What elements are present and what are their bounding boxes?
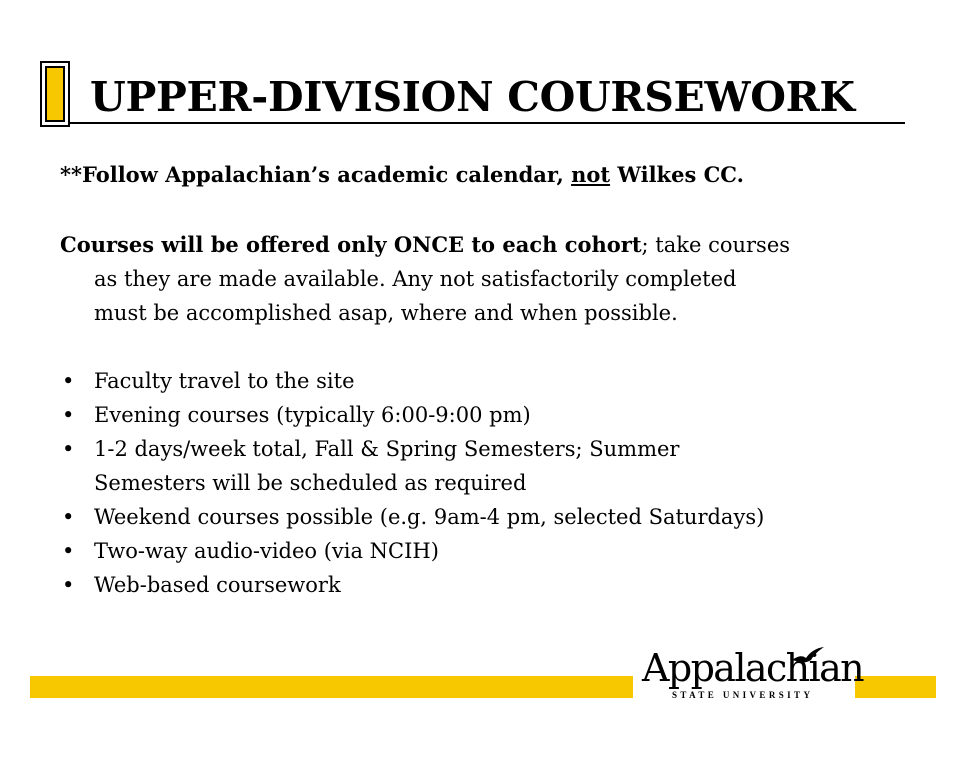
bullet-text: Faculty travel to the site <box>94 369 355 393</box>
paragraph-line-1 <box>60 228 910 262</box>
logo-subtext: STATE UNIVERSITY <box>672 690 814 700</box>
bullet-text: Evening courses (typically 6:00-9:00 pm) <box>94 403 531 427</box>
note-emphasis: not <box>571 162 611 187</box>
title-ornament <box>40 61 70 127</box>
bullet-text: Two-way audio-video (via NCIH) <box>94 539 439 563</box>
bullet-item <box>60 398 764 432</box>
cohort-paragraph <box>60 228 910 330</box>
bullet-dot-icon: • <box>62 539 75 563</box>
paragraph-line-2: as they are made available. Any not satisfactorily completed <box>94 267 737 291</box>
bullet-item <box>60 568 764 602</box>
note-suffix: Wilkes CC. <box>610 162 744 187</box>
bullet-list <box>60 364 764 602</box>
footer-bar-right <box>855 676 936 698</box>
appalachian-logo <box>642 646 863 706</box>
bullet-text: 1-2 days/week total, Fall & Spring Semesters; Summer <box>94 437 680 461</box>
calendar-note <box>60 160 744 190</box>
bullet-item <box>60 534 764 568</box>
bullet-item <box>60 364 764 398</box>
bullet-text: Web-based coursework <box>94 573 341 597</box>
slide-title: UPPER-DIVISION COURSEWORK <box>90 73 855 121</box>
bullet-text-continued: Semesters will be scheduled as required <box>94 471 527 495</box>
logo-wordmark: Appalachian <box>642 646 863 690</box>
bullet-dot-icon: • <box>62 505 75 529</box>
footer-bar-left <box>30 676 633 698</box>
bullet-dot-icon: • <box>62 369 75 393</box>
bullet-dot-icon: • <box>62 573 75 597</box>
title-underline <box>70 122 905 124</box>
bullet-dot-icon: • <box>62 403 75 427</box>
bullet-item <box>60 432 764 500</box>
ornament-fill <box>45 66 65 122</box>
paragraph-bold: Courses will be offered only ONCE to each cohort <box>60 232 642 257</box>
paragraph-line-3: must be accomplished asap, where and when possible. <box>94 301 678 325</box>
bullet-text: Weekend courses possible (e.g. 9am-4 pm, selected Saturdays) <box>94 505 765 529</box>
paragraph-line1-rest: ; take courses <box>641 233 791 257</box>
bullet-dot-icon: • <box>62 437 75 461</box>
note-prefix: **Follow Appalachian’s academic calendar, <box>60 162 572 187</box>
bullet-item <box>60 500 764 534</box>
